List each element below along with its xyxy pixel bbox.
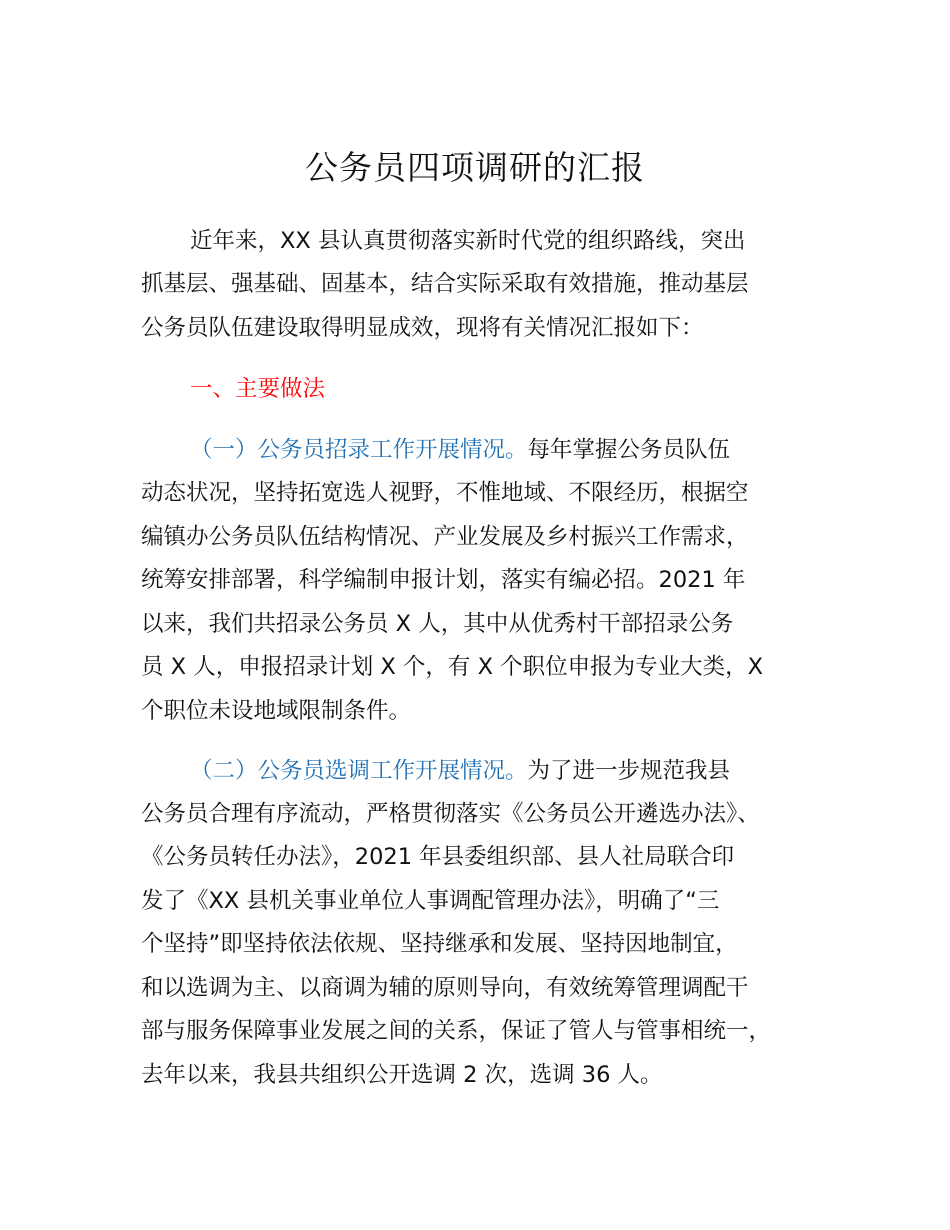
sub2-first-line	[190, 752, 730, 790]
sub1-first-line-rest: 每年掌握公务员队伍	[527, 437, 731, 463]
sub2-line-7: 部与服务保障事业发展之间的关系，保证了管人与管事相统一，	[141, 1018, 772, 1044]
sub1-line-7: 个职位未设地域限制条件。	[141, 698, 412, 724]
sub2-line-8: 去年以来，我县共组织公开选调 2 次，选调 36 人。	[141, 1062, 663, 1088]
sub2-line-2: 公务员合理有序流动，严格贯彻落实《公务员公开遴选办法》、	[141, 801, 760, 827]
sub1-line-4: 统筹安排部署，科学编制申报计划，落实有编必招。2021 年	[141, 567, 746, 593]
sub2-first-line-rest: 为了进一步规范我县	[527, 758, 731, 784]
sub1-first-line	[190, 431, 730, 469]
sub1-line-3: 编镇办公务员队伍结构情况、产业发展及乡村振兴工作需求，	[141, 524, 749, 550]
intro-line-2: 抓基层、强基础、固基本，结合实际采取有效措施，推动基层	[141, 271, 749, 297]
intro-line-1: 近年来，XX 县认真贯彻落实新时代党的组织路线，突出	[190, 228, 746, 254]
document-title: 公务员四项调研的汇报	[305, 148, 645, 187]
sub1-line-6: 员 X 人，申报招录计划 X 个，有 X 个职位申报为专业大类，X	[141, 654, 764, 680]
sub2-line-4: 发了《XX 县机关事业单位人事调配管理办法》，明确了“三	[141, 888, 720, 914]
sub1-line-5: 以来，我们共招录公务员 X 人，其中从优秀村干部招录公务	[141, 611, 734, 637]
intro-line-3: 公务员队伍建设取得明显成效，现将有关情况汇报如下：	[141, 315, 704, 341]
sub2-heading: （二）公务员选调工作开展情况。	[190, 758, 528, 784]
sub1-heading: （一）公务员招录工作开展情况。	[190, 437, 528, 463]
sub2-line-5: 个坚持”即坚持依法依规、坚持继承和发展、坚持因地制宜，	[141, 931, 738, 957]
section-heading-main-practices: 一、主要做法	[190, 376, 326, 402]
sub2-line-6: 和以选调为主、以商调为辅的原则导向，有效统筹管理调配干	[141, 975, 749, 1001]
sub2-line-3: 《公务员转任办法》，2021 年县委组织部、县人社局联合印	[141, 844, 735, 870]
sub1-line-2: 动态状况，坚持拓宽选人视野，不惟地域、不限经历，根据空	[141, 480, 749, 506]
